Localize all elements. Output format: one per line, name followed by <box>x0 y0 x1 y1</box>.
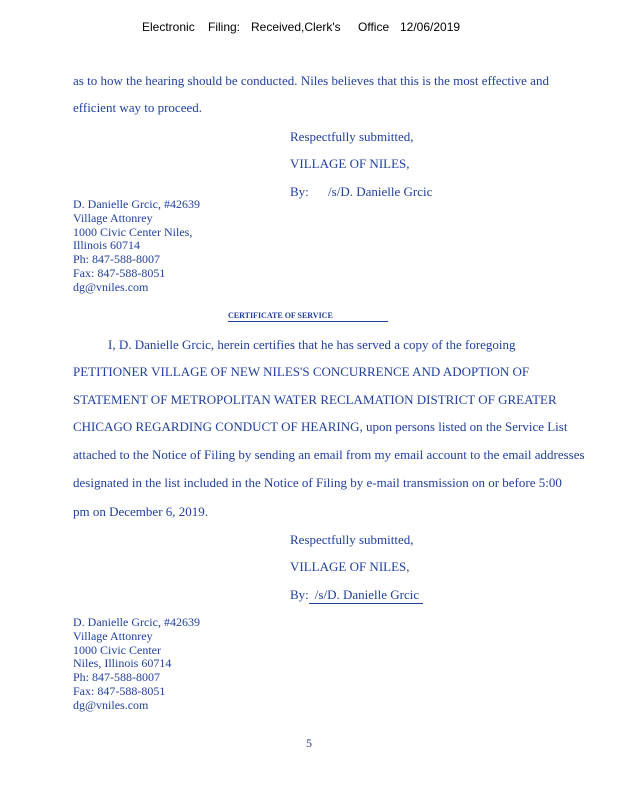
address2-line: Fax: 847-588-8051 <box>73 683 166 698</box>
certificate-line-6: designated in the list included in the Notice of Filing by e-mail transmission on or before 5:00 <box>73 475 562 490</box>
page-number: 5 <box>306 736 312 750</box>
certificate-line-3: STATEMENT OF METROPOLITAN WATER RECLAMATION DISTRICT OF GREATER <box>73 392 557 407</box>
address2-line: 1000 Civic Center <box>73 642 161 657</box>
header-received: Received,Clerk's <box>251 20 341 34</box>
signature1-respectfully: Respectfully submitted, <box>290 129 414 144</box>
address2-line: D. Danielle Grcic, #42639 <box>73 615 200 629</box>
header-date: 12/06/2019 <box>400 20 461 34</box>
address1-line: Fax: 847-588-8051 <box>73 265 166 280</box>
address2-line: Niles, Illinois 60714 <box>73 656 172 671</box>
signature2-respectfully: Respectfully submitted, <box>290 532 414 547</box>
address-block-2 <box>73 616 200 713</box>
address2-line: dg@vniles.com <box>73 697 149 712</box>
address-block-1 <box>73 198 200 295</box>
signature2-by-line <box>290 587 423 604</box>
signature2-signed: /s/D. Danielle Grcic <box>309 587 423 604</box>
certificate-line-1: I, D. Danielle Grcic, herein certifies that he has served a copy of the foregoing <box>108 337 516 352</box>
certificate-line-5: attached to the Notice of Filing by sending an email from my email account to the email addresses <box>73 447 585 462</box>
address1-line: 1000 Civic Center Niles, <box>73 224 193 239</box>
header-filing: Filing: <box>208 20 241 34</box>
certificate-line-4: CHICAGO REGARDING CONDUCT OF HEARING, upon persons listed on the Service List <box>73 419 568 434</box>
certificate-title: CERTIFICATE OF SERVICE <box>228 311 388 322</box>
signature1-village: VILLAGE OF NILES, <box>290 156 410 171</box>
signature1-by-label: By: <box>290 184 309 199</box>
address1-line: D. Danielle Grcic, #42639 <box>73 197 200 211</box>
body-line-2: efficient way to proceed. <box>73 100 202 115</box>
certificate-line-2: PETITIONER VILLAGE OF NEW NILES'S CONCURRENCE AND ADOPTION OF <box>73 364 530 379</box>
header-electronic: Electronic <box>142 20 195 34</box>
body-line-1: as to how the hearing should be conducted. Niles believes that this is the most effective and <box>73 73 549 88</box>
header-office: Office <box>358 20 390 34</box>
address1-line: Ph: 847-588-8007 <box>73 252 160 267</box>
signature2-village: VILLAGE OF NILES, <box>290 559 410 574</box>
signature1-signed: /s/D. Danielle Grcic <box>328 184 433 199</box>
address1-line: Village Attonrey <box>73 210 153 225</box>
address2-line: Village Attonrey <box>73 628 153 643</box>
address2-line: Ph: 847-588-8007 <box>73 670 160 685</box>
signature1-by-line <box>290 184 432 200</box>
address1-line: dg@vniles.com <box>73 279 149 294</box>
address1-line: Illinois 60714 <box>73 238 141 253</box>
certificate-line-7: pm on December 6, 2019. <box>73 504 209 519</box>
signature2-by-label: By: <box>290 587 309 602</box>
